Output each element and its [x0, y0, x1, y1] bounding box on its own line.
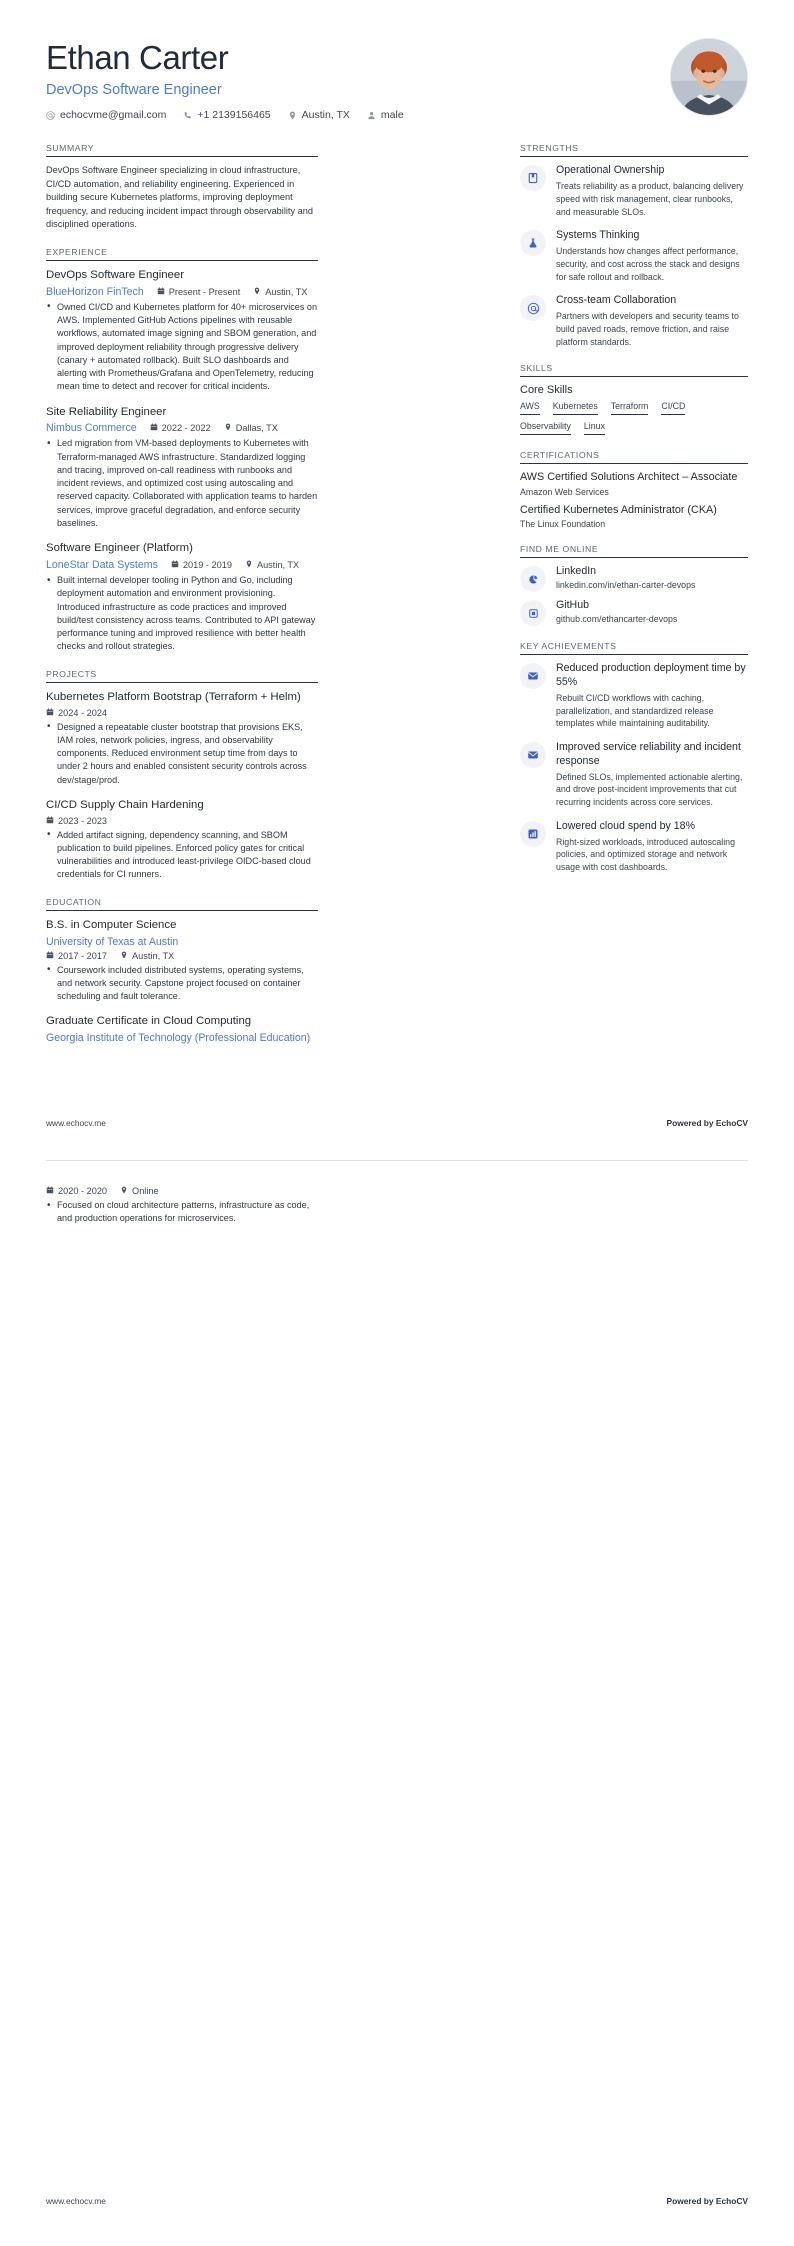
skills-group-name: Core Skills: [520, 384, 573, 397]
project-name: Kubernetes Platform Bootstrap (Terraform + Helm): [46, 690, 301, 703]
achievement-body: [556, 741, 748, 809]
achievement-body: [556, 662, 748, 730]
certification-item: [520, 504, 748, 529]
calendar-icon: [46, 1186, 54, 1196]
section-achievements-title: KEY ACHIEVEMENTS: [520, 641, 617, 652]
achievement-desc: Defined SLOs, implemented actionable alerting, and drove post-incident improvements that cut recurring incidents across core services.: [556, 771, 743, 808]
skill-tag: AWS: [520, 401, 540, 415]
contact-gender-value: male: [380, 109, 404, 122]
footer-brand: Powered by EchoCV: [666, 2196, 748, 2206]
person-icon: [367, 111, 376, 120]
linkedin-icon: [520, 566, 546, 592]
section-achievements: [520, 641, 748, 874]
sidebar-column: [520, 143, 748, 889]
education-degree: Graduate Certificate in Cloud Computing: [46, 1015, 252, 1028]
project-meta: [46, 708, 318, 718]
experience-location: [245, 560, 299, 570]
strength-item: [520, 229, 748, 283]
strength-item: [520, 164, 748, 218]
skill-tag-list: [520, 401, 748, 435]
email-icon: [46, 111, 55, 120]
education-continued: [46, 1186, 318, 1226]
online-profile-item[interactable]: [520, 565, 748, 592]
project-entry: [46, 690, 318, 787]
section-rule: [46, 682, 318, 683]
section-rule: [46, 910, 318, 911]
book-icon: [520, 165, 546, 191]
certification-org: Amazon Web Services: [520, 486, 609, 497]
section-rule: [520, 557, 748, 558]
strength-desc: Treats reliability as a product, balancing delivery speed with risk management, clear runbooks, and measurable SLOs.: [556, 181, 744, 217]
education-dates: [46, 951, 107, 961]
experience-meta: [46, 559, 318, 571]
achievement-title: Lowered cloud spend by 18%: [556, 819, 695, 832]
section-certifications: [520, 450, 748, 529]
project-dates-value: 2024 - 2024: [58, 707, 108, 718]
education-org[interactable]: University of Texas at Austin: [46, 935, 179, 948]
section-skills-title: SKILLS: [520, 363, 553, 374]
education-location-value: Austin, TX: [132, 950, 175, 961]
online-profile-body: [556, 599, 748, 624]
contact-email-value: echocvme@gmail.com: [60, 109, 167, 122]
section-projects: [46, 669, 318, 882]
certification-name: AWS Certified Solutions Architect – Associate: [520, 471, 738, 484]
calendar-icon: [157, 287, 165, 297]
experience-location: [253, 287, 307, 297]
strength-body: [556, 294, 748, 348]
strength-item: [520, 294, 748, 348]
experience-entry: [46, 541, 318, 653]
section-strengths: [520, 143, 748, 348]
calendar-icon: [46, 951, 54, 961]
section-rule: [520, 156, 748, 157]
skill-tag: Kubernetes: [553, 401, 598, 415]
achievement-item: [520, 741, 748, 809]
bullet: • Led migration from VM-based deployments to Kubernetes with Terraform-managed AWS infrastructure. Standardized logging and tracing, improved on-call readiness with runbooks and incident reviews, and optimized cost using autoscaling and reserved capacity. Collaborated with application teams to harden services, improve graceful degradation, and enforce security baselines.: [46, 437, 318, 530]
achievement-body: [556, 820, 748, 874]
strength-body: [556, 229, 748, 283]
strength-desc: Understands how changes affect performance, security, and cost across the stack and designs for safe rollout and rollback.: [556, 246, 740, 282]
experience-bullets: [46, 574, 318, 654]
flask-icon: [520, 230, 546, 256]
bullet: • Designed a repeatable cluster bootstrap that provisions EKS, IAM roles, network policies, ingress, and observability components. Reduced environment setup time from days to under 2 hours and enabled consistent security controls across dev/stage/prod.: [46, 721, 318, 787]
location-icon: [245, 560, 253, 570]
resume-sheet-1: [0, 0, 794, 1059]
project-dates: [46, 816, 107, 826]
section-projects-title: PROJECTS: [46, 668, 97, 679]
experience-meta: [46, 422, 318, 434]
project-dates-value: 2023 - 2023: [58, 815, 108, 826]
experience-bullets: [46, 437, 318, 530]
contact-location-value: Austin, TX: [301, 109, 350, 122]
strength-title: Operational Ownership: [556, 164, 665, 177]
summary-text: DevOps Software Engineer specializing in cloud infrastructure, CI/CD automation, and reliability engineering. Experienced in building secure Kubernetes platforms, improving deployment frequency, and reducing incident impact through observability and disciplined operations.: [46, 165, 313, 230]
contact-phone[interactable]: [183, 109, 270, 121]
resume-header: [46, 0, 748, 121]
achievement-title: Improved service reliability and incident response: [556, 741, 741, 767]
achievement-title: Reduced production deployment time by 55%: [556, 662, 746, 689]
experience-location: [224, 423, 278, 433]
experience-org[interactable]: BlueHorizon FinTech: [46, 285, 144, 298]
section-experience-title: EXPERIENCE: [46, 246, 108, 257]
bullet: • Owned CI/CD and Kubernetes platform for 40+ microservices on AWS. Implemented GitHub Actions pipelines with reusable workflows, automated image signing and SBOM generation, and improved deployment reliability through progressive delivery (canary + automated rollback). Built SLO dashboards and alerting with Prometheus/Grafana and OpenTelemetry, reducing mean time to detect and recover for critical incidents.: [46, 301, 318, 394]
candidate-job-title: DevOps Software Engineer: [46, 82, 222, 99]
education-location: [120, 951, 174, 961]
online-profile-url[interactable]: linkedin.com/in/ethan-carter-devops: [556, 580, 696, 591]
experience-location-value: Austin, TX: [265, 286, 308, 297]
footer-website[interactable]: www.echocv.me: [46, 1118, 106, 1128]
experience-meta: [46, 286, 318, 298]
section-education-title: EDUCATION: [46, 896, 102, 907]
education-location-value: Online: [132, 1186, 159, 1196]
main-column: [46, 143, 318, 1059]
contact-location: [288, 109, 350, 121]
section-rule: [520, 376, 748, 377]
contact-gender: [367, 109, 404, 121]
certification-org: The Linux Foundation: [520, 519, 606, 530]
footer-brand: Powered by EchoCV: [666, 1118, 748, 1128]
project-entry: [46, 798, 318, 882]
experience-dates: [150, 423, 211, 433]
education-location: [120, 1186, 159, 1196]
achievement-desc: Rebuilt CI/CD workflows with caching, parallelization, and standardized release templates while maintaining auditability.: [556, 692, 714, 729]
page-footer-1: [0, 1118, 794, 1128]
location-icon: [288, 111, 297, 120]
online-profile-name: GitHub: [556, 599, 589, 612]
experience-dates: [157, 287, 241, 297]
avatar: [670, 38, 748, 116]
contact-phone-value: +1 2139156465: [197, 109, 271, 122]
calendar-icon: [171, 560, 179, 570]
section-summary-title: SUMMARY: [46, 143, 95, 154]
calendar-icon: [46, 816, 54, 826]
section-rule: [46, 260, 318, 261]
project-bullets: [46, 829, 318, 882]
skill-tag: Linux: [584, 421, 605, 435]
section-rule: [520, 654, 748, 655]
section-rule: [46, 156, 318, 157]
section-summary: [46, 143, 318, 232]
chart-icon: [520, 821, 546, 847]
education-org[interactable]: Georgia Institute of Technology (Professional Education): [46, 1032, 311, 1045]
calendar-icon: [150, 423, 158, 433]
experience-bullets: [46, 301, 318, 394]
online-profile-item[interactable]: [520, 599, 748, 626]
experience-location-value: Dallas, TX: [235, 423, 278, 434]
project-name: CI/CD Supply Chain Hardening: [46, 798, 204, 811]
location-icon: [224, 423, 232, 433]
education-bullets: [46, 1199, 318, 1226]
education-degree: B.S. in Computer Science: [46, 918, 177, 931]
online-profile-url[interactable]: github.com/ethancarter-devops: [556, 614, 678, 625]
contact-list: [46, 109, 404, 121]
resume-columns: [46, 143, 748, 1059]
section-strengths-title: STRENGTHS: [520, 143, 579, 154]
bullet: • Coursework included distributed systems, operating systems, and network security. Capstone project focused on container scheduling and fault tolerance.: [46, 964, 318, 1004]
strength-title: Cross-team Collaboration: [556, 294, 677, 307]
candidate-name: Ethan Carter: [46, 39, 229, 76]
project-meta: [46, 816, 318, 826]
experience-location-value: Austin, TX: [256, 560, 300, 571]
bullet: • Focused on cloud architecture patterns, infrastructure as code, and production operations for microservices.: [46, 1199, 318, 1226]
experience-org[interactable]: LoneStar Data Systems: [46, 559, 158, 572]
experience-role: Site Reliability Engineer: [46, 405, 167, 418]
at-icon: [520, 295, 546, 321]
experience-dates-value: 2022 - 2022: [161, 423, 211, 434]
education-entry: [46, 918, 318, 1004]
github-icon: [520, 600, 546, 626]
strength-desc: Partners with developers and security teams to build paved roads, remove friction, and raise platform standards.: [556, 311, 739, 347]
header-identity: [46, 36, 404, 121]
project-dates: [46, 708, 107, 718]
footer-website[interactable]: www.echocv.me: [46, 2196, 106, 2206]
section-online-title: FIND ME ONLINE: [520, 544, 599, 555]
experience-role: Software Engineer (Platform): [46, 542, 193, 555]
location-icon: [120, 1186, 128, 1196]
page-footer-2: [0, 2196, 794, 2206]
education-entry: [46, 1014, 318, 1044]
experience-entry: [46, 405, 318, 531]
experience-role: DevOps Software Engineer: [46, 268, 185, 281]
achievement-item: [520, 662, 748, 730]
education-bullets: [46, 964, 318, 1004]
skill-tag: Terraform: [611, 401, 649, 415]
education-dates-value: 2020 - 2020: [58, 1186, 108, 1196]
achievement-item: [520, 820, 748, 874]
contact-email[interactable]: [46, 109, 166, 121]
online-profile-name: LinkedIn: [556, 565, 597, 578]
skill-tag: CI/CD: [661, 401, 685, 415]
education-meta: [46, 936, 318, 948]
experience-dates-value: 2019 - 2019: [182, 560, 232, 571]
location-icon: [120, 951, 128, 961]
education-dates: [46, 1186, 107, 1196]
education-meta-dates: [46, 1186, 318, 1196]
skill-tag: Observability: [520, 421, 571, 435]
education-entry-continued: [46, 1186, 318, 1226]
certification-name: Certified Kubernetes Administrator (CKA): [520, 503, 717, 516]
achievement-desc: Right-sized workloads, introduced autoscaling policies, and optimized storage and network usage with cost dashboards.: [556, 836, 735, 873]
experience-dates: [171, 560, 232, 570]
experience-org[interactable]: Nimbus Commerce: [46, 422, 137, 435]
bullet: • Built internal developer tooling in Python and Go, including deployment automation and environment provisioning. Introduced infrastructure as code practices and improved build/test consistency across teams. Contributed to API gateway performance tuning and improved resilience with better health checks and rollout strategies.: [46, 574, 318, 654]
location-icon: [253, 287, 261, 297]
phone-icon: [183, 111, 192, 120]
education-meta: [46, 1032, 318, 1044]
strength-title: Systems Thinking: [556, 229, 640, 242]
project-bullets: [46, 721, 318, 787]
online-profile-body: [556, 565, 748, 590]
education-meta-dates: [46, 951, 318, 961]
section-experience: [46, 247, 318, 654]
strength-body: [556, 164, 748, 218]
section-skills: [520, 363, 748, 435]
education-dates-value: 2017 - 2017: [58, 950, 108, 961]
section-certifications-title: CERTIFICATIONS: [520, 450, 600, 461]
certification-item: [520, 471, 748, 496]
section-education: [46, 897, 318, 1044]
envelope-icon: [520, 742, 546, 768]
section-rule: [520, 463, 748, 464]
envelope-icon: [520, 663, 546, 689]
bullet: • Added artifact signing, dependency scanning, and SBOM publication to build pipelines. Enforced policy gates for critical vulnerabilities and introduced least-privilege OIDC-based cloud credentials for CI runners.: [46, 829, 318, 882]
calendar-icon: [46, 708, 54, 718]
experience-entry: [46, 268, 318, 394]
experience-dates-value: Present - Present: [168, 286, 241, 297]
section-online: [520, 544, 748, 626]
resume-sheet-2: [0, 1160, 794, 1237]
